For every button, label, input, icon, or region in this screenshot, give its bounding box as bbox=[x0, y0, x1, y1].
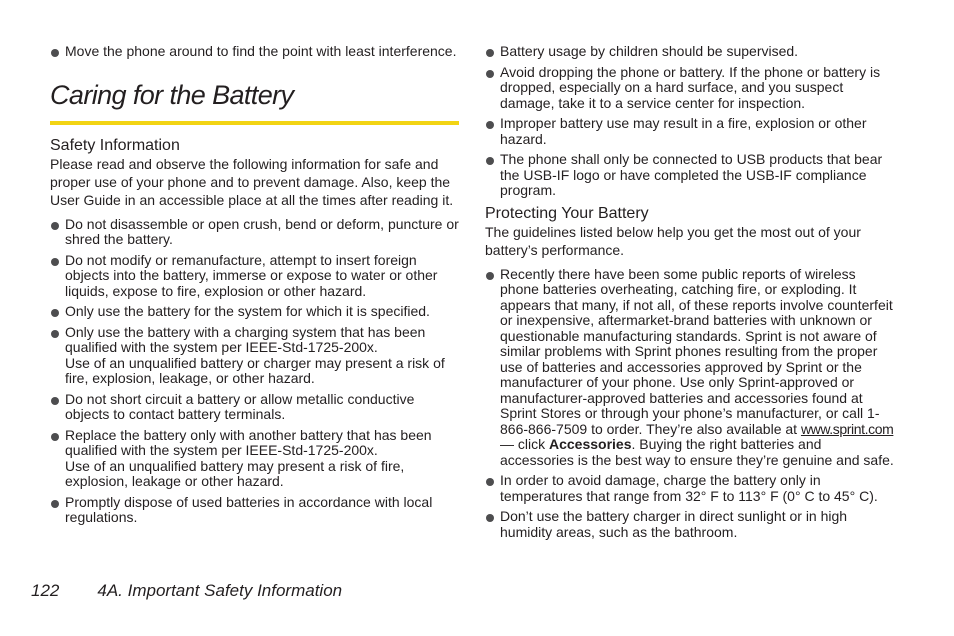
list-item: Avoid dropping the phone or battery. If the phone or battery is dropped, especially on a hard surface, and you suspect damage, take it to a service center for inspection. bbox=[485, 65, 897, 112]
list-item: Do not disassemble or open crush, bend or deform, puncture or shred the battery. bbox=[50, 217, 460, 248]
protecting-battery-heading: Protecting Your Battery bbox=[485, 204, 649, 222]
protecting-intro-paragraph: The guidelines listed below help you get the most out of your battery’s performance. bbox=[485, 223, 861, 258]
safety-list bbox=[50, 217, 460, 526]
list-item-continuation: Use of an unqualified battery or charger may present a risk of fire, explosion, leakage, or other hazard. bbox=[65, 354, 445, 386]
list-item: Don’t use the battery charger in direct sunlight or in high humidity areas, such as the bathroom. bbox=[485, 509, 897, 540]
section-title: 4A. Important Safety Information bbox=[97, 581, 343, 600]
right-column bbox=[485, 44, 897, 545]
page-number: 122 bbox=[31, 581, 60, 600]
safety-information-heading: Safety Information bbox=[50, 136, 180, 154]
page-footer bbox=[31, 581, 342, 601]
page-title: Caring for the Battery bbox=[50, 79, 294, 110]
battery-care-list bbox=[485, 44, 897, 199]
list-item: Improper battery use may result in a fire, explosion or other hazard. bbox=[485, 116, 897, 147]
list-item-continuation: Use of an unqualified battery may present a risk of fire, explosion, leakage or other hazard. bbox=[65, 457, 405, 489]
sprint-website-link[interactable]: www.sprint.com bbox=[800, 420, 894, 437]
heading-rule bbox=[50, 121, 459, 125]
list-item: Only use the battery for the system for which it is specified. bbox=[50, 304, 460, 320]
list-item: Do not modify or remanufacture, attempt to insert foreign objects into the battery, immerse or expose to water or other liquids, expose to fire, explosion or other hazard. bbox=[50, 253, 460, 300]
accessories-label: Accessories bbox=[549, 436, 632, 452]
list-item: The phone shall only be connected to USB products that bear the USB-IF logo or have completed the USB-IF compliance program. bbox=[485, 152, 897, 199]
list-item: Replace the battery only with another battery that has been qualified with the system per IEEE-Std-1725-200x. Use of an unqualified battery may present a risk of fire, explosion, leakage or other hazard. bbox=[50, 428, 460, 490]
list-item: Only use the battery with a charging system that has been qualified with the system per IEEE-Std-1725-200x. Use of an unqualified battery or charger may present a risk of fire, explosion, leakage, or other hazard. bbox=[50, 325, 460, 387]
list-item: In order to avoid damage, charge the battery only in temperatures that range from 32° F to 113° F (0° C to 45° C). bbox=[485, 473, 897, 504]
list-item: Promptly dispose of used batteries in accordance with local regulations. bbox=[50, 495, 460, 526]
left-column bbox=[50, 44, 460, 531]
list-item: Recently there have been some public reports of wireless phone batteries overheating, catching fire, or exploding. It appears that many, if not all, of these reports involve counterfeit or inexpensive, aftermarket-brand batteries with unknown or questionable manufacturing standards. Sprint is not aware of similar problems with Sprint phones resulting from the proper use of batteries and accessories approved by Sprint or the manufacturer of your phone. Use only Sprint-approved or manufacturer-approved batteries and accessories found at Sprint Stores or through your phone’s manufacturer, or call 1-866-866-7509 to order. They’re also available at www.sprint.com — click Accessories. Buying the right batteries and accessories is the best way to ensure they’re genuine and safe. bbox=[485, 267, 897, 469]
list-item: Do not short circuit a battery or allow metallic conductive objects to contact battery terminals. bbox=[50, 392, 460, 423]
safety-intro-paragraph: Please read and observe the following information for safe and proper use of your phone and to prevent damage. Also, keep the User Guide in an accessible place at all the times after reading it. bbox=[50, 155, 454, 208]
list-item: Move the phone around to find the point with least interference. bbox=[50, 44, 460, 60]
protecting-list bbox=[485, 267, 897, 541]
intro-list bbox=[50, 44, 460, 60]
list-item: Battery usage by children should be supervised. bbox=[485, 44, 897, 60]
